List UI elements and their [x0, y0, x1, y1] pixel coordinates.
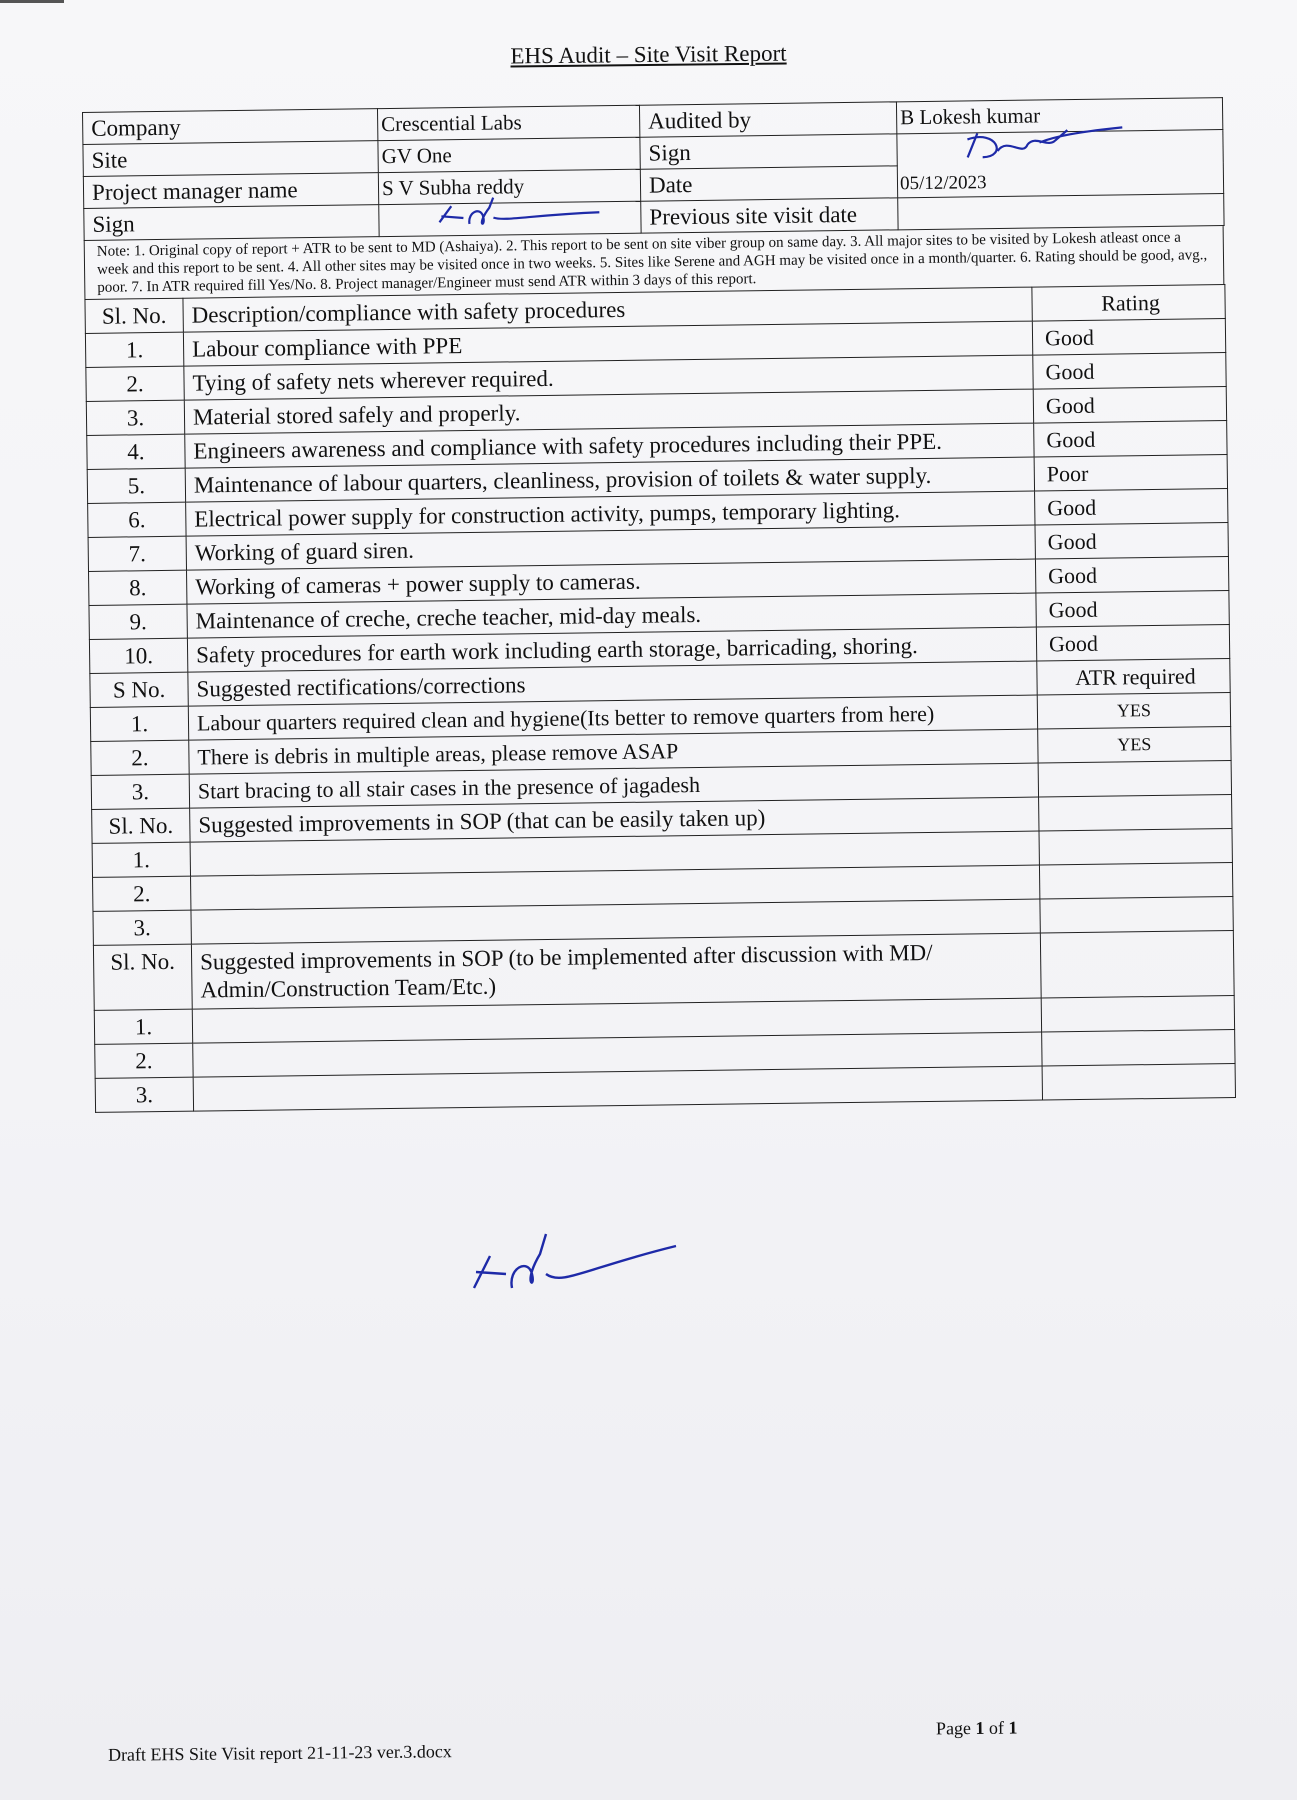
audited-by-label: Audited by	[639, 102, 896, 137]
col-rating: Rating	[1032, 285, 1225, 322]
site-label: Site	[83, 141, 378, 177]
row-description: Working of guard siren.	[186, 525, 1035, 570]
site-value: GV One	[378, 137, 640, 172]
row-rating: Good	[1036, 625, 1229, 662]
empty-cell	[1042, 1063, 1235, 1100]
page-total: 1	[1008, 1717, 1018, 1738]
empty-cell	[1039, 829, 1232, 866]
auditor-sign-date-cell	[897, 130, 1224, 198]
empty-cell	[1040, 897, 1233, 934]
footer-page-number	[936, 1718, 1018, 1740]
page-title: EHS Audit – Site Visit Report	[510, 40, 787, 69]
row-number: 7.	[88, 536, 186, 571]
auditor-signature	[927, 124, 1247, 164]
empty-cell	[1039, 795, 1232, 832]
prev-visit-value	[898, 194, 1224, 230]
row-number: 3.	[91, 774, 189, 809]
pm-sign-cell	[379, 201, 641, 236]
col-sl-no: Sl. No.	[92, 808, 190, 843]
company-label: Company	[83, 109, 378, 145]
col-sop-easy: Suggested improvements in SOP (that can be easily taken up)	[190, 797, 1039, 842]
row-number: 6.	[88, 502, 186, 537]
row-number: 5.	[87, 468, 185, 503]
row-number: 1.	[94, 1009, 192, 1044]
col-sl-no: Sl. No.	[93, 944, 192, 1010]
date-value: 05/12/2023	[899, 172, 987, 195]
row-rating: Good	[1034, 421, 1227, 458]
company-value: Crescential Labs	[377, 105, 639, 140]
pm-label: Project manager name	[83, 173, 378, 209]
row-number: 3.	[93, 910, 191, 945]
row-number: 8.	[89, 570, 187, 605]
row-rating: Poor	[1034, 455, 1227, 492]
row-description: Working of cameras + power supply to cameras.	[187, 559, 1036, 604]
col-sl-no: Sl. No.	[85, 298, 183, 333]
row-atr	[1038, 761, 1231, 798]
row-number: 2.	[93, 876, 191, 911]
pm-sign-label: Sign	[84, 205, 379, 241]
row-description: Electrical power supply for construction activity, pumps, temporary lighting.	[186, 491, 1035, 536]
empty-cell	[1041, 995, 1234, 1032]
row-description: Labour compliance with PPE	[183, 321, 1032, 366]
page-current: 1	[975, 1717, 985, 1739]
audited-by-value: B Lokesh kumar	[896, 98, 1222, 134]
row-number: 2.	[86, 366, 184, 401]
report-sheet	[82, 97, 1235, 1113]
col-description: Description/compliance with safety procedures	[183, 287, 1032, 332]
row-rating: Good	[1035, 489, 1228, 526]
row-atr: YES	[1037, 693, 1230, 730]
row-description: Labour quarters required clean and hygiene(Its better to remove quarters from here)	[188, 695, 1037, 740]
row-description: Tying of safety nets wherever required.	[184, 355, 1033, 400]
row-description: Safety procedures for earth work including earth storage, barricading, shoring.	[187, 627, 1036, 672]
row-rating: Good	[1035, 557, 1228, 594]
row-number: 1.	[90, 706, 188, 741]
row-rating: Good	[1036, 591, 1229, 628]
scan-edge-mark	[0, 0, 64, 3]
row-description: Start bracing to all stair cases in the presence of jagadesh	[189, 763, 1038, 808]
row-number: 1.	[92, 842, 190, 877]
empty-cell	[1040, 930, 1234, 998]
pm-value: S V Subha reddy	[378, 169, 640, 204]
row-number: 3.	[95, 1077, 193, 1112]
col-sop-md: Suggested improvements in SOP (to be implemented after discussion with MD/ Admin/Construction Team/Etc.)	[191, 933, 1041, 1009]
row-description: Maintenance of creche, creche teacher, mid-day meals.	[187, 593, 1036, 638]
row-description: Maintenance of labour quarters, cleanliness, provision of toilets & water supply.	[185, 457, 1034, 502]
row-rating: Good	[1035, 523, 1228, 560]
prev-visit-label: Previous site visit date	[641, 198, 898, 233]
row-rating: Good	[1032, 319, 1225, 356]
row-description: There is debris in multiple areas, please remove ASAP	[189, 729, 1038, 774]
header-table	[82, 97, 1225, 241]
row-number: 1.	[85, 332, 183, 367]
row-description: Material stored safely and properly.	[184, 389, 1033, 434]
col-atr-required: ATR required	[1037, 659, 1230, 696]
row-atr: YES	[1038, 727, 1231, 764]
empty-cell	[1039, 863, 1232, 900]
date-label: Date	[640, 166, 897, 201]
col-s-no: S No.	[90, 672, 188, 707]
page-of: of	[984, 1717, 1009, 1738]
row-number: 10.	[89, 638, 187, 673]
row-number: 9.	[89, 604, 187, 639]
row-number: 2.	[91, 740, 189, 775]
auditor-sign-label: Sign	[640, 134, 897, 169]
row-rating: Good	[1033, 353, 1226, 390]
page-prefix: Page	[935, 1718, 976, 1739]
row-rating: Good	[1033, 387, 1226, 424]
instructions-note: Note: 1. Original copy of report + ATR to be sent to MD (Ashaiya). 2. This report to be sent on site viber group on same day. 3. All major sites to be visited by Lokesh atleast once a week and this report to be sent. 4. All other sites may be visited once in two weeks. 5. Sites like Serene and AGH may be visited once in a month/quarter. 6. Rating should be good, avg., poor. 7. In ATR required fill Yes/No. 8. Project manager/Engineer must send ATR within 3 days of this report.	[84, 226, 1225, 299]
row-number: 3.	[86, 400, 184, 435]
footer-filename: Draft EHS Site Visit report 21-11-23 ver.3.docx	[107, 1741, 452, 1765]
row-description: Engineers awareness and compliance with safety procedures including their PPE.	[185, 423, 1034, 468]
pm-signature-small	[419, 193, 679, 230]
checklist-table	[84, 284, 1236, 1113]
row-number: 4.	[87, 434, 185, 469]
row-number: 2.	[95, 1043, 193, 1078]
col-rectifications: Suggested rectifications/corrections	[188, 661, 1037, 706]
empty-cell	[1042, 1029, 1235, 1066]
pm-signature-large	[466, 1228, 686, 1298]
